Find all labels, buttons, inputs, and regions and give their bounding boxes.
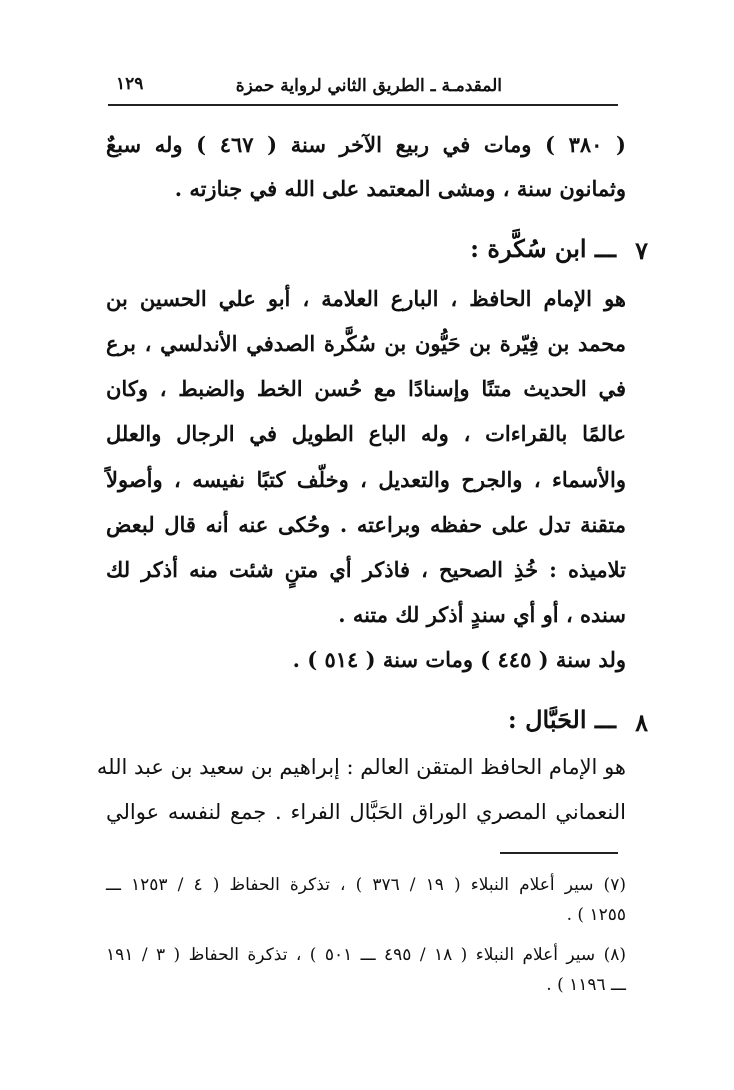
page-number: ١٢٩ [116, 74, 144, 94]
body-line: في الحديث متنًا وإسنادًا مع حُسن الخط والضبط ، وكان [106, 376, 626, 401]
body-line: ( ٣٨٠ ) ومات في ربيع الآخر سنة ( ٤٦٧ ) وله سبعٌ [106, 132, 626, 157]
entry-number: ٧ [635, 236, 648, 265]
running-header-title: المقدمـة ـ الطريق الثاني لرواية حمزة [235, 76, 502, 96]
body-line: هو الإمام الحافظ المتقن العالم : إبراهيم بن سعيد بن عبد الله [96, 755, 626, 779]
entry-heading: ـــ الحَبَّال : [507, 705, 616, 734]
body-line: والأسماء ، والجرح والتعديل ، وخلّف كتبًا نفيسه ، وأصولاً [106, 467, 626, 492]
body-line: ولد سنة ( ٤٤٥ ) ومات سنة ( ٥١٤ ) . [292, 647, 626, 672]
footnote-line: ١٢٥٥ ) . [566, 905, 626, 925]
body-line: وثمانون سنة ، ومشى المعتمد على الله في جنازته . [174, 176, 626, 201]
body-line: عالمًا بالقراءات ، وله الباع الطويل في الرجال والعلل [106, 421, 626, 446]
footnote-line: (٧) سير أعلام النبلاء ( ١٩ / ٣٧٦ ) ، تذكرة الحفاظ ( ٤ / ١٢٥٣ ـــ [106, 875, 626, 895]
footnote-line: (٨) سير أعلام النبلاء ( ١٨ / ٤٩٥ ـــ ٥٠١ ) ، تذكرة الحفاظ ( ٣ / ١٩١ [106, 945, 627, 965]
entry-number: ٨ [635, 708, 648, 737]
body-line: تلاميذه : خُذِ الصحيح ، فاذكر أي متنٍ شئت منه أذكر لك [106, 557, 626, 582]
body-line: متقنة تدل على حفظه وبراعته . وحُكى عنه أنه قال لبعض [106, 512, 626, 537]
body-line: محمد بن فِيّرة بن حَيُّون بن سُكَّرة الصدفي الأندلسي ، برع [106, 331, 627, 356]
body-line: النعماني المصري الوراق الحَبَّال الفراء . جمع لنفسه عوالي [106, 800, 626, 824]
header-divider [108, 104, 618, 106]
footnote-line: ـــ ١١٩٦ ) . [546, 975, 626, 995]
footnote-divider [500, 852, 618, 854]
entry-heading: ـــ ابن سُكَّرة : [470, 234, 616, 263]
body-line: هو الإمام الحافظ ، البارع العلامة ، أبو علي الحسين بن [106, 286, 626, 311]
body-line: سنده ، أو أي سندٍ أذكر لك متنه . [338, 602, 626, 627]
